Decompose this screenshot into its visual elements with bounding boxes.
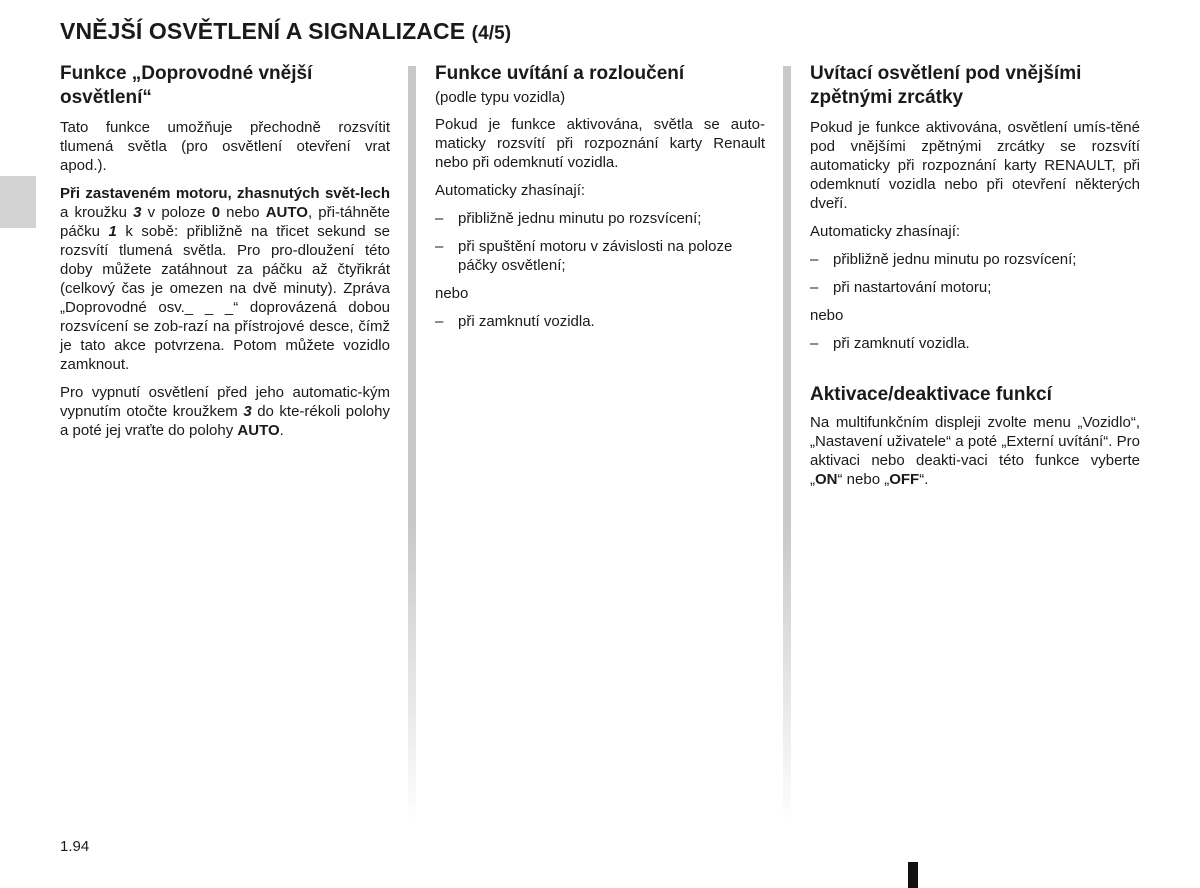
- text-run: v poloze: [141, 204, 212, 221]
- auto-position: AUTO: [265, 204, 308, 221]
- escort-deactivation-paragraph: [60, 383, 390, 440]
- list-item: – při spuštění motoru v závislosti na poloze páčky osvětlení;: [435, 237, 765, 275]
- position-zero: 0: [211, 204, 221, 221]
- column-mirror-lighting: [810, 62, 1140, 498]
- auto-off-list: [435, 209, 765, 275]
- text-run: .: [279, 422, 284, 439]
- auto-off-label: Automaticky zhasínají:: [810, 223, 961, 240]
- text-run: k sobě: přibližně na třicet sekund se rozsvítí tlumená světla. Pro pro-dloužení této doby můžete zatáhnout za páčku až čtyřikrát (celkový čas je omezen na dvě minuty). Zpráva „Doprovodné osv._ _ _“ doprovázená dobou rozsvícení se zob-razí na přístrojové desce, čímž je tato akce potvrzena. Potom můžete vozidlo zamknout.: [60, 223, 390, 373]
- list-item: – při zamknutí vozidla.: [810, 334, 1140, 353]
- section-heading-mirror-lighting: Uvítací osvětlení pod vnějšími zpětnými zrcátky: [810, 63, 1082, 108]
- list-item: – při nastartování motoru;: [810, 278, 1140, 297]
- activation-paragraph: [810, 413, 1140, 489]
- text-run: Na multifunkčním displeji zvolte menu „Vozidlo“, „Nastavení uživatele“ a poté „Externí uvítání“. Pro aktivaci nebo deakti-vaci této funkce vyberte „: [810, 414, 1140, 488]
- column-divider-1: [408, 66, 416, 826]
- off-option: OFF: [889, 471, 920, 488]
- on-option: ON: [815, 471, 838, 488]
- welcome-intro-paragraph: Pokud je funkce aktivována, světla se auto-maticky rozsvítí při rozpoznání karty Renault nebo při odemknutí vozidla.: [435, 116, 765, 171]
- section-heading-activation: Aktivace/deaktivace funkcí: [810, 384, 1052, 405]
- ring-reference: 3: [133, 204, 142, 221]
- chapter-tab-marker: [0, 176, 36, 228]
- escort-intro-paragraph: Tato funkce umožňuje přechodně rozsvítit tlumená světla (pro osvětlení otevření vrat apod.).: [60, 119, 390, 174]
- mirror-intro-paragraph: Pokud je funkce aktivována, osvětlení umís-těné pod vnějšími zpětnými zrcátky se rozsvítí automaticky při rozpoznání karty RENAULT, při odemknutí vozidla nebo při otevření některých dveří.: [810, 119, 1140, 212]
- auto-position: AUTO: [237, 422, 280, 439]
- or-label: nebo: [810, 307, 844, 324]
- text-run: do kte-rékoli polohy a poté jej vraťte do polohy: [60, 403, 390, 439]
- list-item: – přibližně jednu minutu po rozsvícení;: [435, 209, 765, 228]
- text-run: , při-táhněte páčku: [60, 204, 390, 240]
- escort-condition-lead: Při zastaveném motoru, zhasnutých svět-lech: [60, 185, 390, 202]
- column-divider-2: [783, 66, 791, 826]
- text-run: Pro vypnutí osvětlení před jeho automatic-kým vypnutím otočte kroužkem: [60, 384, 390, 420]
- section-subheading: (podle typu vozidla): [435, 89, 566, 106]
- auto-off-list: [810, 250, 1140, 297]
- text-run: “.: [919, 471, 929, 488]
- print-marker: [908, 862, 918, 888]
- text-run: a kroužku: [60, 204, 134, 221]
- list-item: – při zamknutí vozidla.: [435, 312, 765, 331]
- text-run: nebo: [220, 204, 266, 221]
- page-number: 1.94: [60, 838, 90, 855]
- text-run: “ nebo „: [837, 471, 890, 488]
- ring-reference: 3: [243, 403, 252, 420]
- section-heading-welcome-farewell: Funkce uvítání a rozloučení: [435, 63, 685, 84]
- page-title-text: VNĚJŠÍ OSVĚTLENÍ A SIGNALIZACE: [60, 18, 466, 44]
- column-welcome-farewell: [435, 62, 765, 340]
- or-label: nebo: [435, 285, 469, 302]
- escort-activation-paragraph: [60, 184, 390, 374]
- auto-off-list-alt: [435, 312, 765, 331]
- auto-off-list-alt: [810, 334, 1140, 353]
- section-heading-escort-lighting: Funkce „Doprovodné vnější osvětlení“: [60, 63, 313, 108]
- page-title: [60, 18, 511, 45]
- page-counter: (4/5): [471, 23, 512, 44]
- lever-reference: 1: [108, 223, 117, 240]
- column-escort-lighting: [60, 62, 390, 449]
- auto-off-label: Automaticky zhasínají:: [435, 182, 586, 199]
- list-item: – přibližně jednu minutu po rozsvícení;: [810, 250, 1140, 269]
